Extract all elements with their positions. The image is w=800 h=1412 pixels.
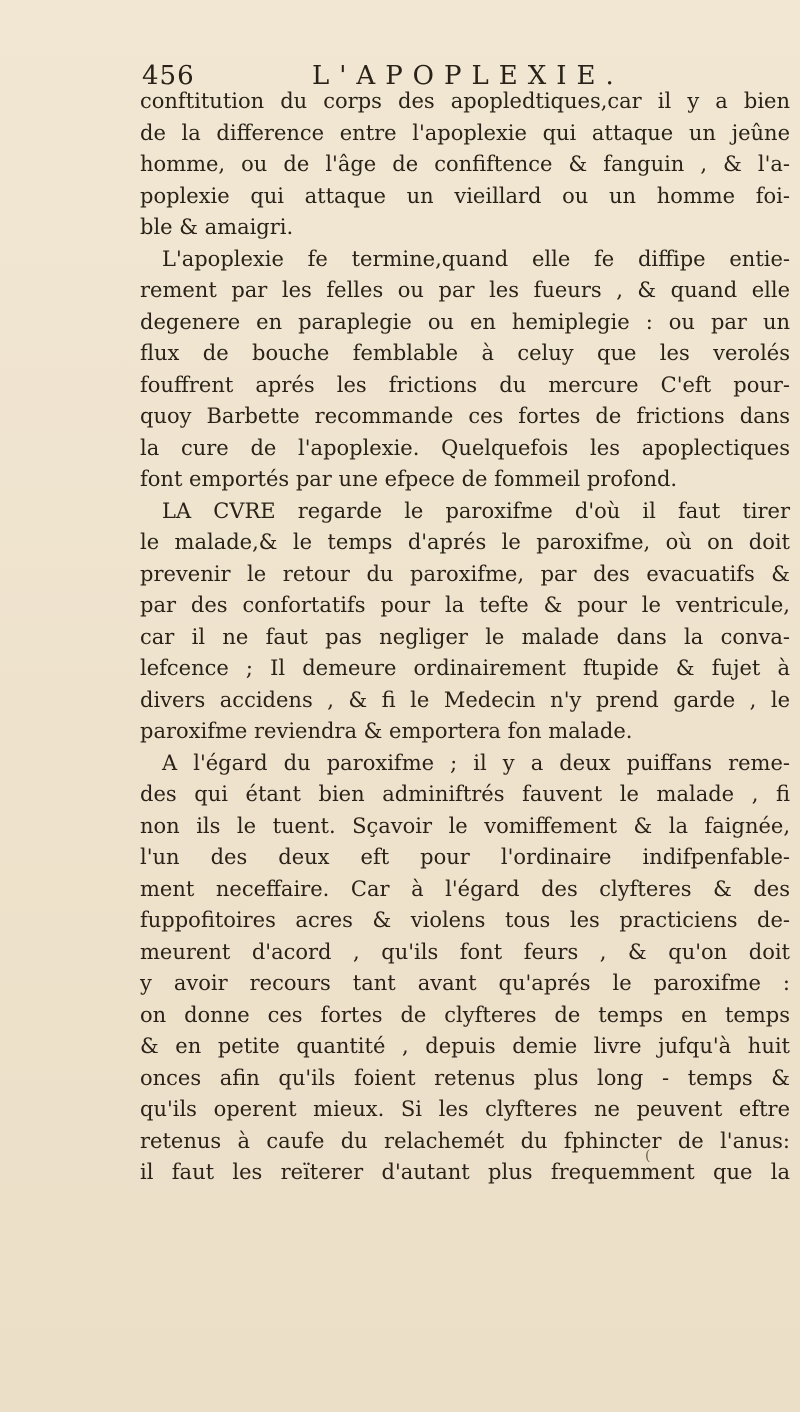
running-title: L'APOPLEXIE. [312,61,624,91]
text-line: fouffrent aprés les frictions du mercure C'eft pour- [140,372,790,397]
text-line: L'apoplexie fe termine,quand elle fe diffipe entie- [162,246,790,271]
text-line: des qui étant bien adminiftrés fauvent le malade , fi [140,782,790,806]
text-line: retenus à caufe du relachemét du fphincter de l'anus: [140,1128,790,1153]
text-line: meurent d'acord , qu'ils font feurs , & qu'on doit [140,939,790,964]
stray-mark: ( [645,1148,651,1164]
text-line: homme, ou de l'âge de confiftence & fanguin , & l'a- [140,152,790,176]
text-line: fuppofitoires acres & violens tous les practiciens de- [140,908,790,932]
text-line: divers accidens , & fi le Medecin n'y prend garde , le [140,687,790,712]
text-line: conftitution du corps des apopledtiques,car il y a bien [140,89,790,113]
text-line: paroxifme reviendra & emportera fon malade. [140,719,633,743]
text-line: on donne ces fortes de clyfteres de temps en temps [140,1002,790,1027]
text-line: onces afin qu'ils foient retenus plus long - temps & [140,1065,790,1090]
text-line: rement par les felles ou par les fueurs , & quand elle [140,278,790,302]
text-line: A l'égard du paroxifme ; il y a deux puiffans reme- [162,750,790,775]
text-line: par des confortatifs pour la tefte & pour le ventricule, [140,593,790,617]
text-line: prevenir le retour du paroxifme, par des evacuatifs & [140,561,790,586]
text-line: non ils le tuent. Sçavoir le vomiffement & la faignée, [140,813,790,838]
text-line: qu'ils operent mieux. Si les clyfteres ne peuvent eftre [140,1097,790,1121]
text-line: font emportés par une efpece de fommeil profond. [140,467,678,491]
text-line: car il ne faut pas negliger le malade dans la conva- [140,624,790,649]
text-line: ble & amaigri. [140,215,294,239]
text-line: degenere en paraplegie ou en hemiplegie : ou par un [140,309,790,334]
text-line: l'un des deux eft pour l'ordinaire indifpenfable- [140,845,790,869]
text-line: lefcence ; Il demeure ordinairement ftupide & fujet à [140,656,790,680]
text-line: & en petite quantité , depuis demie livre jufqu'à huit [140,1034,790,1058]
text-line: flux de bouche femblable à celuy que les verolés [140,341,790,365]
body-text [140,86,790,1189]
text-line: le malade,& le temps d'aprés le paroxifme, où on doit [140,530,790,554]
text-line: de la difference entre l'apoplexie qui attaque un jeûne [140,120,790,145]
text-line: poplexie qui attaque un vieillard ou un homme foi- [140,183,790,208]
text-line: ment neceffaire. Car à l'égard des clyfteres & des [140,876,790,901]
text-line: LA CVRE regarde le paroxifme d'où il faut tirer [162,498,790,523]
text-line: quoy Barbette recommande ces fortes de frictions dans [140,404,790,428]
text-line: la cure de l'apoplexie. Quelquefois les apoplectiques [140,435,790,460]
text-line: il faut les reïterer d'autant plus frequemment que la [140,1160,790,1184]
page-number: 456 [142,61,195,91]
text-line: y avoir recours tant avant qu'aprés le paroxifme : [140,971,790,995]
